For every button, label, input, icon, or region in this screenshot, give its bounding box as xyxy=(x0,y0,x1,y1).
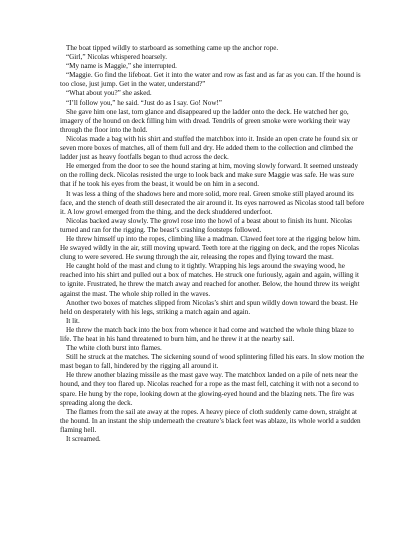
paragraph: Nicolas backed away slowly. The growl rose into the howl of a beast about to finish its hunt. Nicolas turned and ran for the rigging. The beast’s crashing footsteps followed. xyxy=(60,216,352,234)
paragraph: Still he struck at the matches. The sickening sound of wood splintering filled his ears. In slow motion the mast began to fall, hindered by the rigging all around it. xyxy=(60,353,365,371)
paragraph: It lit. xyxy=(66,316,80,325)
paragraph: “I’ll follow you,” he said. “Just do as I say. Go! Now!” xyxy=(66,98,222,107)
story-text xyxy=(60,44,366,444)
paragraph: He emerged from the door to see the hound staring at him, moving slowly forward. It seemed unsteady on the rolling deck. Nicolas resisted the urge to look back and make sure Maggie was safe. He was sure that if he took his eyes from the beast, it would be on him in a second. xyxy=(60,162,359,189)
paragraph: He threw himself up into the ropes, climbing like a madman. Clawed feet tore at the rigging below him. He swayed wildly in the air, still moving upward. Teeth tore at the rigging on deck, and the ropes Nicolas clung to were severed. He swung through the air, releasing the ropes and flying toward the mast. xyxy=(60,234,361,262)
paragraph: He threw the match back into the box from whence it had come and watched the whole thing blaze to life. The heat in his hand threatened to burn him, and he threw it at the nearby sail. xyxy=(60,325,354,343)
paragraph: He threw another blazing missile as the mast gave way. The matchbox landed on a pile of nets near the hound, and they too flared up. Nicolas reached for a rope as the mast fell, catching it with not a second to spare. He hung by the rope, looking down at the glowing-eyed hound and the blazing nets. The fire was spreading along the deck. xyxy=(60,371,359,407)
paragraph: Another two boxes of matches slipped from Nicolas’s shirt and spun wildly down toward the beast. He held on desperately with his legs, striking a match again and again. xyxy=(60,298,358,316)
paragraph: Nicolas made a bag with his shirt and stuffed the matchbox into it. Inside an open crate he found six or seven more boxes of matches, all of them full and dry. He added them to the collection and climbed the ladder just as heavy footfalls began to thud across the deck. xyxy=(60,134,358,162)
paragraph: The boat tipped wildly to starboard as something came up the anchor rope. xyxy=(66,44,279,52)
paragraph: “Maggie. Go find the lifeboat. Get it into the water and row as fast and as far as you can. If the hound is too close, just jump. Get in the water, understand?” xyxy=(60,71,361,89)
paragraph: She gave him one last, torn glance and disappeared up the ladder onto the deck. He watched her go, imagery of the hound on deck filling him with dread. Tendrils of green smoke were working their way through the floor into the hold. xyxy=(60,107,351,134)
paragraph: It screamed. xyxy=(66,435,101,444)
paragraph: The flames from the sail ate away at the ropes. A heavy piece of cloth suddenly came down, straight at the hound. In an instant the ship underneath the creature’s black feet was ablaze, its whole world a sudden flaming hell. xyxy=(60,407,361,434)
paragraph: He caught hold of the mast and clung to it tightly. Wrapping his legs around the swaying wood, he reached into his shirt and pulled out a box of matches. He struck one furiously, again and again, willing it to ignite. Frustrated, he threw the match away and reached for another. Below, the hound threw its weight against the mast. The whole ship rolled in the waves. xyxy=(60,262,360,298)
paragraph: “What about you?” she asked. xyxy=(66,89,152,98)
paragraph: The white cloth burst into flames. xyxy=(66,344,162,353)
paragraph: It was less a thing of the shadows here and more solid, more real. Green smoke still played around its face, and the stench of death still desecrated the air around it. Its eyes narrowed as Nicolas stood tall before it. A low growl emerged from the thing, and the deck shuddered underfoot. xyxy=(60,189,365,216)
paragraph: “My name is Maggie,” she interrupted. xyxy=(66,62,177,71)
paragraph: “Girl,” Nicolas whispered hoarsely. xyxy=(66,53,167,62)
